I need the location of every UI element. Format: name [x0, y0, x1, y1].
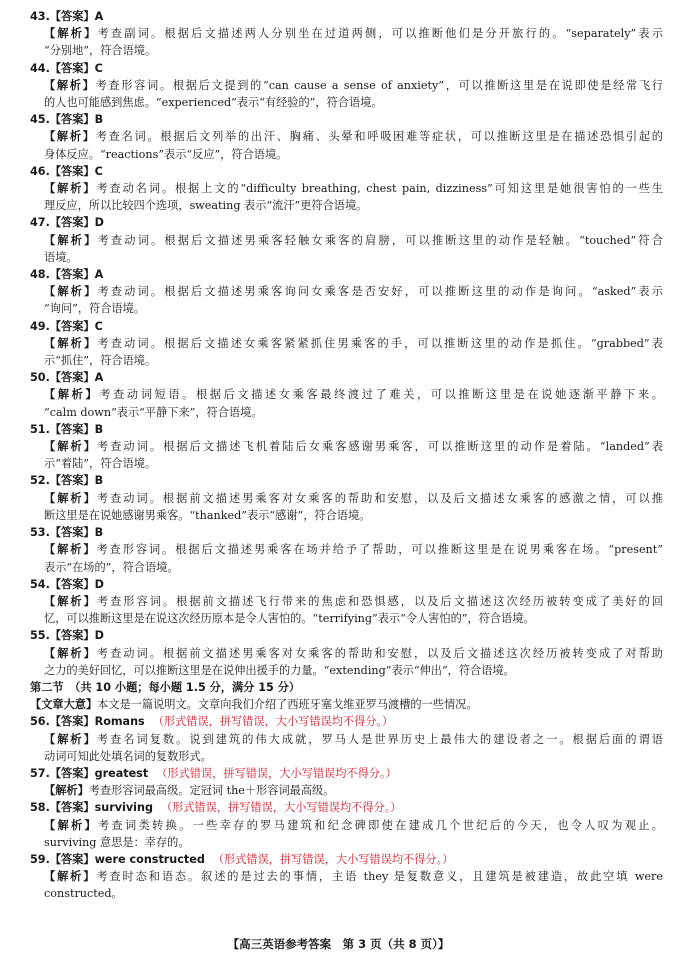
- analysis-text: 考查动词。根据后文描述男乘客轻触女乘客的肩膀，可以推断这里的动作是轻触。“touched”符合: [97, 233, 663, 247]
- section-2-heading: 第二节 （共 10 小题；每小题 1.5 分，满分 15 分）: [30, 680, 301, 694]
- analysis-text: 语境。: [44, 250, 78, 264]
- analysis-text: 之力的美好回忆，可以推断这里是在说伸出援手的力量。“extending”表示“伸出”，符合语境。: [44, 663, 515, 677]
- answer-line: [30, 851, 663, 868]
- answer-key: 【答案】D: [49, 629, 104, 643]
- question-number: 45.: [30, 113, 50, 127]
- answer-list: [30, 8, 663, 679]
- answer-line: [30, 472, 663, 489]
- summary-label: 【文章大意】: [30, 698, 98, 712]
- answer-key: 【答案】B: [49, 113, 104, 127]
- answer-line: [30, 421, 663, 438]
- question-number: 49.: [30, 319, 50, 333]
- analysis-text: “calm down”表示“平静下来”，符合语境。: [44, 405, 263, 419]
- question-number: 50.: [30, 371, 50, 385]
- analysis-text: 考查形容词最高级。定冠词 the＋形容词最高级。: [88, 784, 335, 798]
- analysis-line: [30, 541, 663, 558]
- analysis-line: [30, 128, 663, 145]
- analysis-line: [30, 77, 663, 94]
- analysis-text: 考查名词复数。说到建筑的伟大成就，罗马人是世界历史上最伟大的建设者之一。根据后面的谓语: [96, 732, 663, 746]
- answer-entry: [30, 60, 663, 112]
- answer-entry: [30, 851, 663, 903]
- grading-note: （形式错误，拼写错误，大小写错误均不得分。）: [212, 852, 454, 866]
- analysis-line: [30, 232, 663, 249]
- analysis-label: 【解析】: [44, 285, 98, 299]
- answer-key: 【答案】C: [49, 164, 103, 178]
- analysis-line: [30, 283, 663, 300]
- question-number: 54.: [30, 577, 50, 591]
- answer-key: 【答案】B: [49, 422, 104, 436]
- answer-line: [30, 576, 663, 593]
- answer-key: 【答案】Romans: [49, 715, 145, 729]
- analysis-text: 考查副词。根据后文描述两人分别坐在过道两侧，可以推断他们是分开旅行的。“separately”表示: [97, 27, 663, 41]
- analysis-text: 考查时态和语态。叙述的是过去的事情，主语 they 是复数意义，且建筑是被建造，故此空填 were: [96, 870, 663, 884]
- answer-entry: [30, 627, 663, 679]
- answer-line: [30, 214, 663, 231]
- analysis-line: [30, 386, 663, 403]
- analysis-text: 考查词类转换。一些幸存的罗马建筑和纪念碑即使在建成几个世纪后的今天，也令人叹为观止。: [98, 818, 663, 832]
- analysis-text: 忆，可以推断这里是在说这次经历原本是令人害怕的。“terrifying”表示“令人害怕的”，符合语境。: [44, 612, 535, 626]
- answer-entry: [30, 8, 663, 60]
- analysis-line: [30, 490, 663, 507]
- analysis-text: 动词可知此处填名词的复数形式。: [44, 749, 212, 763]
- analysis-line: [30, 782, 663, 799]
- question-number: 47.: [30, 216, 50, 230]
- question-number: 48.: [30, 268, 50, 282]
- question-number: 55.: [30, 629, 50, 643]
- answer-line: [30, 8, 663, 25]
- analysis-label: 【解析】: [44, 818, 99, 832]
- analysis-text: 示“着陆”，符合语境。: [44, 457, 157, 471]
- analysis-label: 【解析】: [44, 233, 98, 247]
- answer-line: [30, 713, 663, 730]
- analysis-line: [30, 645, 663, 662]
- answer-line: [30, 60, 663, 77]
- analysis-line: [30, 662, 663, 679]
- analysis-line: [30, 300, 663, 317]
- analysis-text: 断这里是在说她感谢男乘客。“thanked”表示“感谢”，符合语境。: [44, 508, 371, 522]
- analysis-line: [30, 868, 663, 885]
- analysis-line: [30, 748, 663, 765]
- analysis-line: [30, 335, 663, 352]
- analysis-text: 身体反应。“reactions”表示“反应”，符合语境。: [44, 147, 288, 161]
- analysis-line: [30, 42, 663, 59]
- analysis-text: 考查动词。根据前文描述男乘客对女乘客的帮助和安慰，以及后文描述这次经历被转变成了对帮助: [96, 646, 663, 660]
- answer-line: [30, 524, 663, 541]
- page-footer: 【高三英语参考答案 第 3 页（共 8 页）】: [227, 937, 450, 951]
- analysis-text: “分别地”，符合语境。: [44, 44, 157, 58]
- analysis-line: [30, 507, 663, 524]
- analysis-line: [30, 834, 663, 851]
- analysis-label: 【解析】: [44, 646, 97, 660]
- analysis-line: [30, 559, 663, 576]
- answer-entry: [30, 799, 663, 851]
- analysis-line: [30, 404, 663, 421]
- answer-entry: [30, 214, 663, 266]
- analysis-line: [30, 731, 663, 748]
- analysis-line: [30, 593, 663, 610]
- answer-key: 【答案】A: [49, 371, 104, 385]
- answer-key: 【答案】greatest: [49, 766, 149, 780]
- answer-key: 【答案】surviving: [49, 801, 153, 815]
- answer-entry: [30, 524, 663, 576]
- analysis-label: 【解析】: [44, 594, 97, 608]
- answer-key: 【答案】D: [49, 216, 104, 230]
- analysis-label: 【解析】: [44, 182, 97, 196]
- analysis-text: 考查动词。根据后文描述女乘客紧紧抓住男乘客的手，可以推断这里的动作是抓住。“grabbed”表: [97, 336, 663, 350]
- analysis-label: 【解析】: [44, 78, 96, 92]
- answer-key: 【答案】C: [49, 61, 103, 75]
- answer-entry: [30, 111, 663, 163]
- question-number: 51.: [30, 422, 50, 436]
- question-number: 46.: [30, 164, 50, 178]
- analysis-line: [30, 146, 663, 163]
- answer-entry: [30, 163, 663, 215]
- answer-entry: [30, 713, 663, 765]
- analysis-text: 的人也可能感到焦虑。“experienced”表示“有经验的”，符合语境。: [44, 96, 383, 110]
- answer-key: 【答案】A: [49, 268, 104, 282]
- question-number: 59.: [30, 852, 50, 866]
- analysis-line: [30, 610, 663, 627]
- analysis-line: [30, 352, 663, 369]
- answer-entry: [30, 576, 663, 628]
- analysis-text: constructed。: [44, 887, 123, 901]
- analysis-text: 考查形容词。根据前文描述飞行带来的焦虑和恐惧感，以及后文描述这次经历被转变成了美好的回: [96, 594, 663, 608]
- answer-line: [30, 799, 663, 816]
- analysis-label: 【解析】: [44, 27, 98, 41]
- analysis-text: “询问”，符合语境。: [44, 302, 145, 316]
- question-number: 43.: [30, 10, 50, 23]
- analysis-text: 考查形容词。根据后文描述男乘客在场并给予了帮助，可以推断这里是在说男乘客在场。“present”: [96, 543, 663, 557]
- answer-line: [30, 163, 663, 180]
- question-number: 53.: [30, 526, 50, 540]
- analysis-text: 考查动词。根据后文描述飞机着陆后女乘客感谢男乘客，可以推断这里的动作是着陆。“landed”表: [96, 440, 663, 454]
- analysis-line: [30, 197, 663, 214]
- analysis-line: [30, 180, 663, 197]
- grading-note: （形式错误，拼写错误，大小写错误均不得分。）: [152, 715, 394, 729]
- analysis-label: 【解析】: [44, 732, 97, 746]
- analysis-line: [30, 438, 663, 455]
- answer-entry: [30, 369, 663, 421]
- analysis-line: [30, 25, 663, 42]
- answer-key: 【答案】C: [49, 319, 103, 333]
- answer-entry: [30, 421, 663, 473]
- answer-line: [30, 266, 663, 283]
- question-number: 44.: [30, 61, 50, 75]
- answer-line: [30, 111, 663, 128]
- answer-page: [30, 8, 663, 903]
- analysis-label: 【解析】: [44, 440, 97, 454]
- article-summary: [30, 696, 663, 713]
- analysis-label: 【解析】: [44, 130, 96, 144]
- answer-line: [30, 318, 663, 335]
- analysis-text: 考查动词短语。根据后文描述女乘客最终渡过了难关，可以推断这里是在说她逐渐平静下来。: [99, 388, 663, 402]
- analysis-line: [30, 249, 663, 266]
- answer-key: 【答案】were constructed: [49, 852, 205, 866]
- analysis-text: 理反应，所以比较四个选项，sweating 表示“流汗”更符合语境。: [44, 199, 368, 213]
- analysis-text: 示“抓住”，符合语境。: [44, 354, 157, 368]
- analysis-label: 【解析】: [44, 543, 97, 557]
- answer-line: [30, 627, 663, 644]
- analysis-text: 表示“在场的”，符合语境。: [44, 560, 179, 574]
- analysis-label: 【解析】: [44, 388, 100, 402]
- analysis-text: surviving 意思是：幸存的。: [44, 835, 190, 849]
- answer-key: 【答案】D: [49, 577, 104, 591]
- analysis-line: [30, 94, 663, 111]
- answer-entry: [30, 765, 663, 799]
- analysis-label: 【解析】: [44, 491, 97, 505]
- grading-note: （形式错误，拼写错误，大小写错误均不得分。）: [156, 766, 397, 780]
- analysis-text: 考查名词。根据后文列举的出汗、胸痛、头晕和呼吸困难等症状，可以推断这里是在描述恐惧引起的: [95, 130, 663, 144]
- analysis-label: 【解析】: [44, 784, 89, 798]
- answer-list-2: [30, 713, 663, 902]
- answer-line: [30, 369, 663, 386]
- analysis-line: [30, 455, 663, 472]
- answer-key: 【答案】B: [49, 474, 104, 488]
- analysis-text: 考查动词。根据后文描述男乘客询问女乘客是否安好，可以推断这里的动作是询问。“asked”表示: [97, 285, 663, 299]
- answer-entry: [30, 472, 663, 524]
- grading-note: （形式错误，拼写错误，大小写错误均不得分。）: [160, 801, 402, 815]
- answer-key: 【答案】A: [49, 10, 104, 23]
- analysis-text: 考查动名词。根据上文的“difficulty breathing, chest pain, dizziness”可知这里是她很害怕的一些生: [96, 182, 663, 196]
- analysis-label: 【解析】: [44, 870, 97, 884]
- question-number: 58.: [30, 801, 50, 815]
- question-number: 52.: [30, 474, 50, 488]
- analysis-text: 考查动词。根据前文描述男乘客对女乘客的帮助和安慰，以及后文描述女乘客的感激之情，可以推: [96, 491, 663, 505]
- answer-entry: [30, 266, 663, 318]
- question-number: 56.: [30, 715, 50, 729]
- analysis-line: [30, 885, 663, 902]
- answer-entry: [30, 318, 663, 370]
- answer-line: [30, 765, 663, 782]
- analysis-text: 考查形容词。根据后文提到的“can cause a sense of anxiety”，可以推断这里是在说即使是经常飞行: [95, 78, 663, 92]
- summary-text: 本文是一篇说明文。文章向我们介绍了西班牙塞戈维亚罗马渡槽的一些情况。: [97, 698, 478, 712]
- question-number: 57.: [30, 766, 50, 780]
- analysis-line: [30, 817, 663, 834]
- answer-key: 【答案】B: [49, 526, 104, 540]
- analysis-label: 【解析】: [44, 336, 98, 350]
